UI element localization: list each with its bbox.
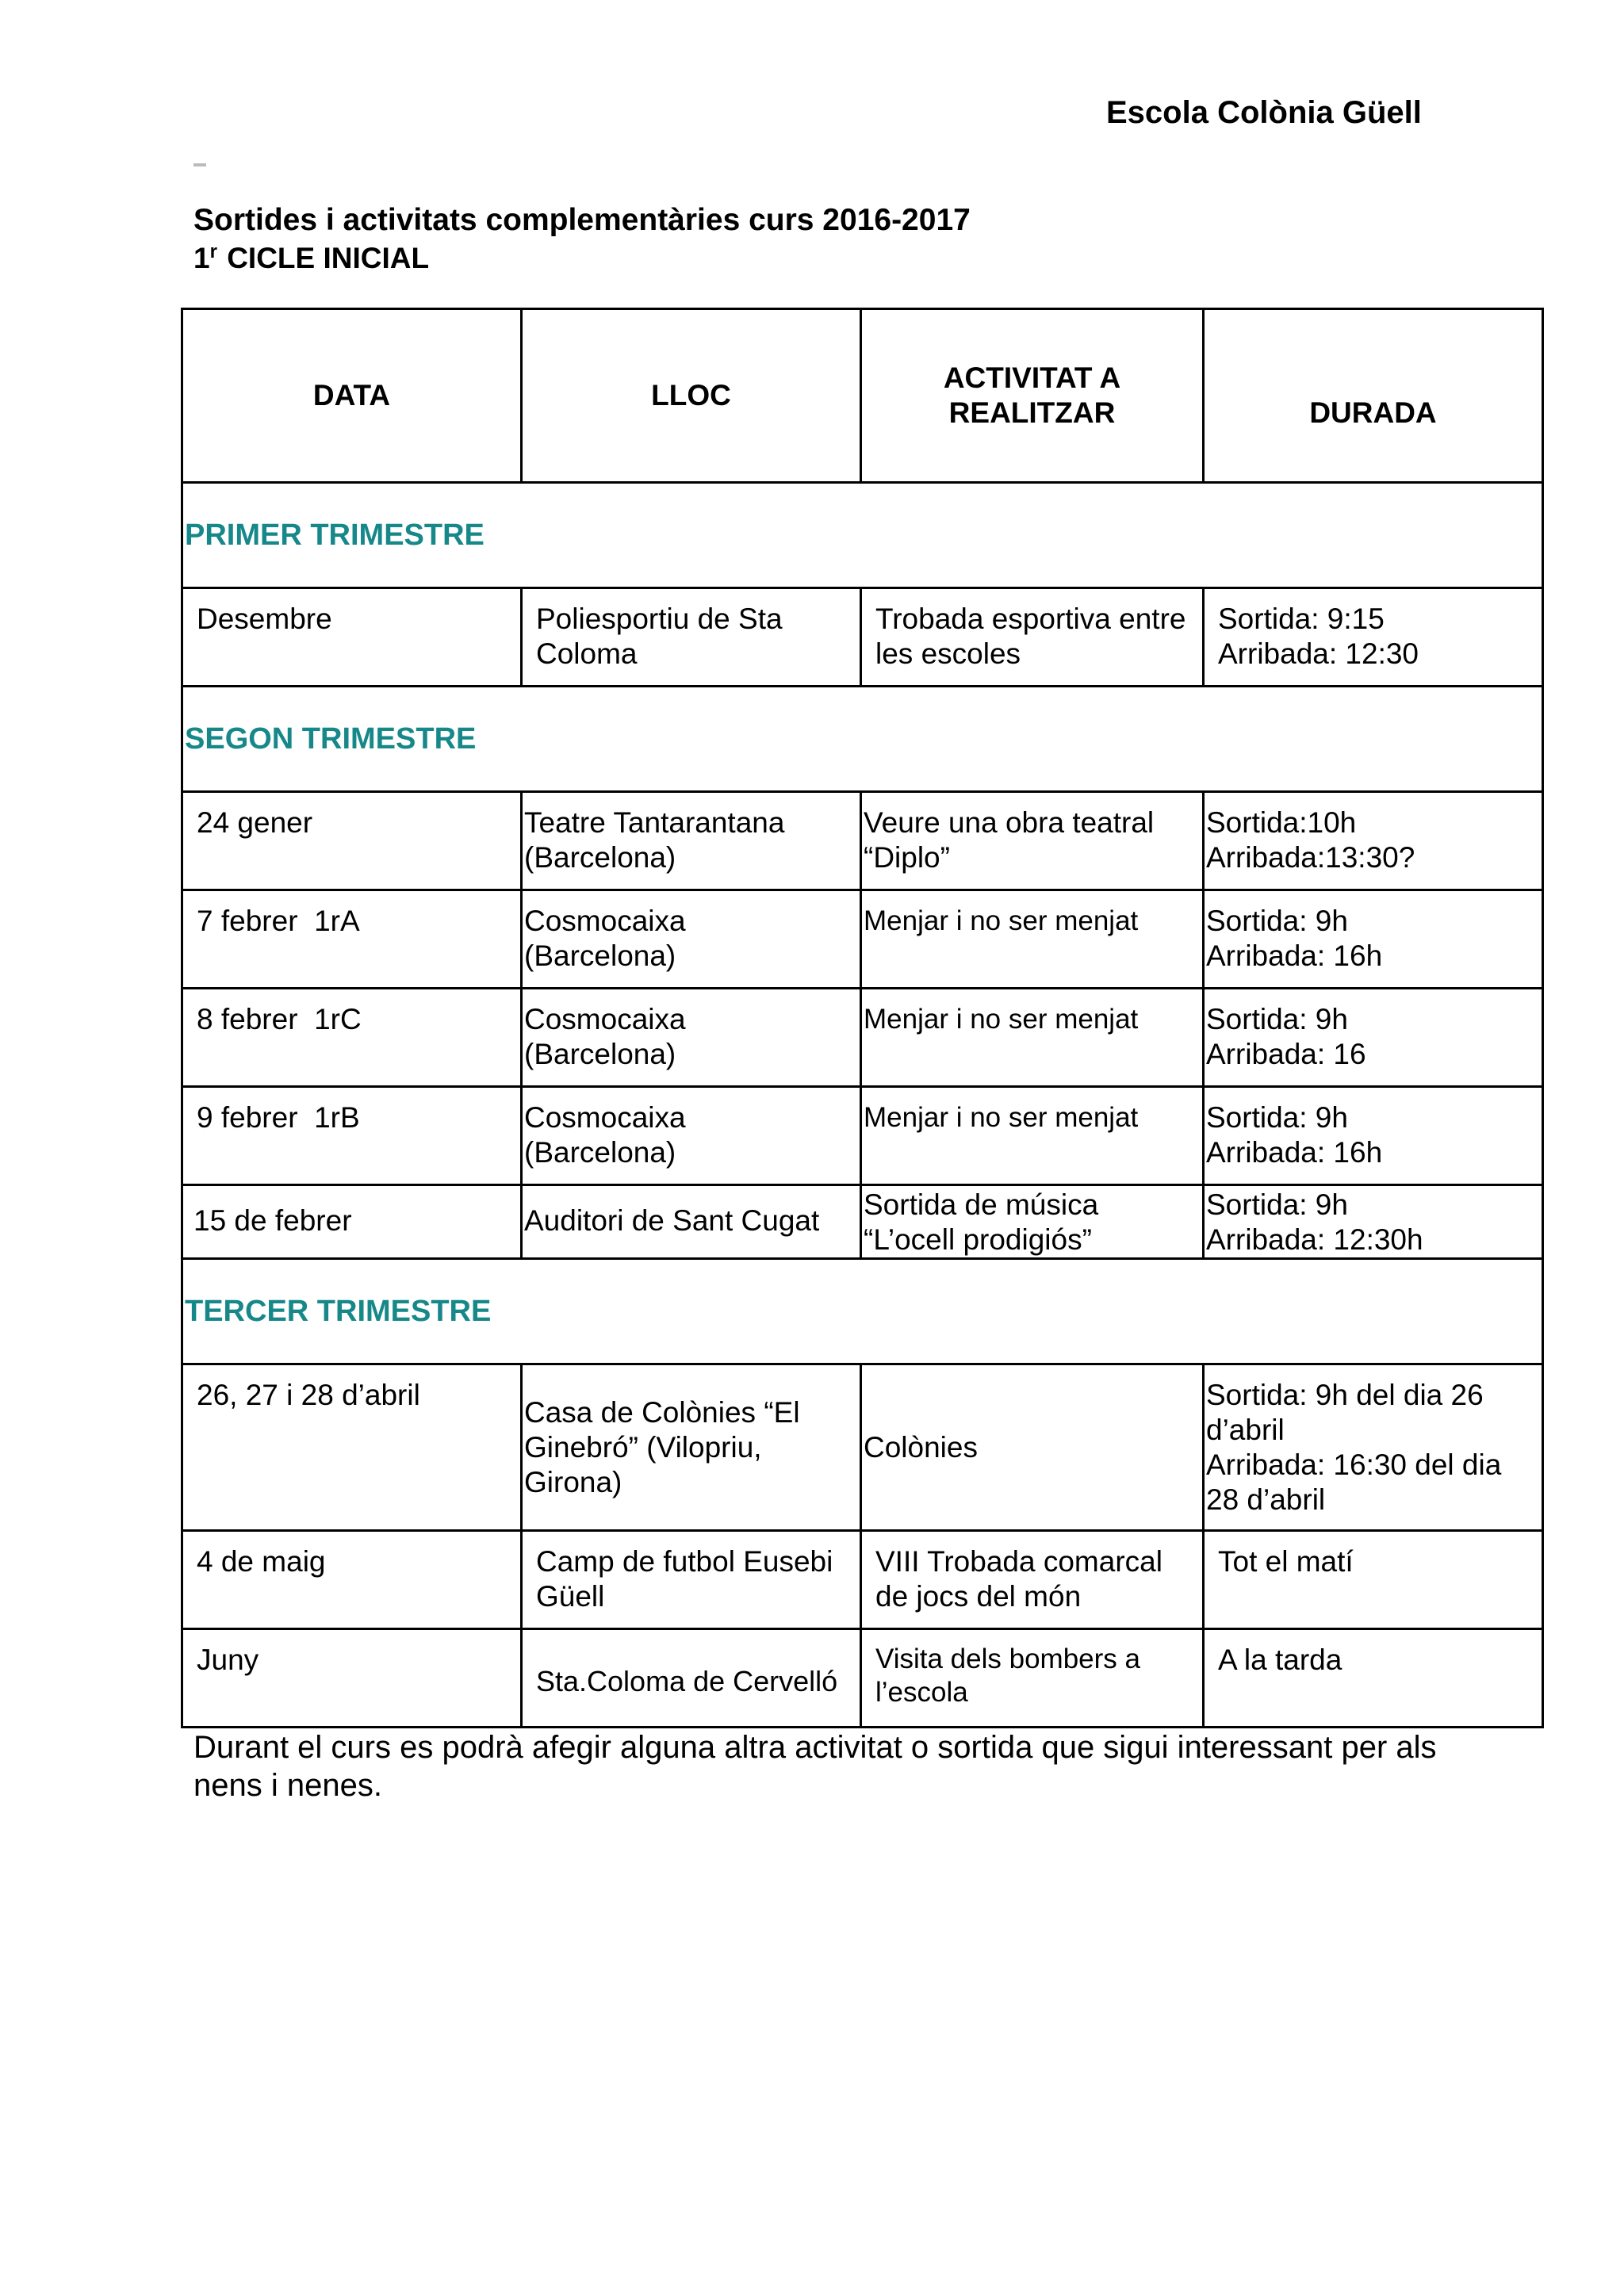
cell-text: 26, 27 i 28 d’abril [197, 1379, 420, 1411]
column-header-lloc: LLOC [522, 309, 861, 483]
cell-durada [1204, 792, 1543, 890]
cell-text: VIII Trobada comarcal de jocs del món [875, 1545, 1162, 1613]
durada-line: Sortida: 9h [1206, 905, 1348, 937]
cell-data [182, 1364, 522, 1531]
cell-text: Tot el matí [1218, 1545, 1354, 1578]
section-row [182, 1259, 1543, 1364]
cell-durada [1204, 1185, 1543, 1259]
lloc-line: Cosmocaixa [524, 905, 686, 937]
cell-lloc [522, 1185, 861, 1259]
cell-durada [1204, 588, 1543, 687]
subtitle-ordinal: 1 [193, 242, 210, 274]
cell-text [1206, 989, 1542, 1072]
durada-line: Arribada: 16 [1206, 1038, 1366, 1070]
subtitle-rest: CICLE INICIAL [218, 242, 430, 274]
durada-line: Arribada: 16:30 del dia 28 d’abril [1206, 1448, 1502, 1516]
cell-text: 8 febrer 1rC [197, 1003, 362, 1035]
document-title: Sortides i activitats complementàries curs 2016-2017 [193, 203, 971, 237]
cell-text [1206, 891, 1542, 974]
cell-text [864, 1186, 1202, 1257]
durada-line: Sortida:10h [1206, 806, 1357, 839]
lloc-line: Cosmocaixa [524, 1003, 686, 1035]
cell-lloc [522, 890, 861, 989]
table-row [182, 1629, 1543, 1728]
section-cell [182, 1259, 1543, 1364]
table-row [182, 989, 1543, 1087]
cell-durada [1204, 890, 1543, 989]
cell-text: Menjar i no ser menjat [864, 1102, 1139, 1133]
section-label: TERCER TRIMESTRE [185, 1295, 492, 1328]
cell-lloc [522, 989, 861, 1087]
cell-data [182, 792, 522, 890]
cell-text: A la tarda [1218, 1644, 1342, 1676]
lloc-line: (Barcelona) [524, 841, 676, 874]
cell-text: Colònies [864, 1430, 978, 1464]
cell-activitat [861, 1087, 1204, 1185]
cell-activitat [861, 792, 1204, 890]
cell-lloc [522, 1531, 861, 1629]
lloc-line: (Barcelona) [524, 1136, 676, 1169]
cell-data [182, 588, 522, 687]
cell-text: Juny [197, 1644, 259, 1676]
cell-lloc [522, 1364, 861, 1531]
schedule-table [181, 308, 1544, 1728]
cell-text [1206, 1365, 1542, 1517]
section-label: SEGON TRIMESTRE [185, 722, 477, 756]
cell-lloc [522, 1629, 861, 1728]
cell-durada [1204, 1629, 1543, 1728]
cell-activitat [861, 1531, 1204, 1629]
cell-text [1218, 589, 1542, 672]
cell-data [182, 1531, 522, 1629]
cell-data [182, 1087, 522, 1185]
durada-line: Arribada:13:30? [1206, 841, 1415, 874]
document-subtitle [193, 241, 429, 275]
cell-durada [1204, 1364, 1543, 1531]
activitat-line: Veure una obra teatral [864, 806, 1155, 839]
table-row [182, 588, 1543, 687]
cell-text: 4 de maig [197, 1545, 326, 1578]
footer-note: Durant el curs es podrà afegir alguna altra activitat o sortida que sigui interessant per als nens i nenes. [193, 1730, 1437, 1803]
cell-text [524, 989, 860, 1072]
cell-text [864, 793, 1202, 875]
table-row [182, 1185, 1543, 1259]
lloc-line: (Barcelona) [524, 939, 676, 972]
section-row [182, 483, 1543, 588]
cell-activitat [861, 588, 1204, 687]
cell-text: Desembre [197, 603, 332, 635]
durada-line: Sortida: 9h [1206, 1003, 1348, 1035]
cell-text: Camp de futbol Eusebi Güell [536, 1545, 833, 1613]
subtitle-superscript: r [209, 241, 217, 262]
cell-text [524, 891, 860, 974]
cell-text [1206, 1186, 1542, 1257]
table-row [182, 1364, 1543, 1531]
cell-text: Casa de Colònies “El Ginebró” (Vilopriu, Girona) [524, 1395, 800, 1498]
cell-text: 15 de febrer [193, 1204, 352, 1237]
cell-text [524, 1088, 860, 1170]
cell-text: Menjar i no ser menjat [864, 905, 1139, 936]
cell-text: Trobada esportiva entre les escoles [875, 603, 1186, 670]
activitat-line: “L’ocell prodigiós” [864, 1223, 1092, 1256]
durada-line: Sortida: 9h del dia 26 d’abril [1206, 1379, 1484, 1446]
lloc-line: Cosmocaixa [524, 1101, 686, 1134]
cell-lloc [522, 1087, 861, 1185]
durada-line: Sortida: 9:15 [1218, 603, 1385, 635]
cell-activitat [861, 1364, 1204, 1531]
cell-durada [1204, 1531, 1543, 1629]
table-header-row [182, 309, 1543, 483]
cell-activitat [861, 890, 1204, 989]
durada-line: Arribada: 12:30 [1218, 637, 1419, 670]
activitat-line: “Diplo” [864, 841, 950, 874]
cell-text [524, 793, 860, 875]
lloc-line: Teatre Tantarantana [524, 806, 785, 839]
durada-line: Arribada: 16h [1206, 1136, 1383, 1169]
table-row [182, 890, 1543, 989]
cell-text: 7 febrer 1rA [197, 905, 360, 937]
cell-activitat [861, 1185, 1204, 1259]
cell-lloc [522, 588, 861, 687]
cell-text: Auditori de Sant Cugat [524, 1204, 820, 1237]
cell-text: Menjar i no ser menjat [864, 1004, 1139, 1035]
activitat-line: Sortida de música [864, 1188, 1099, 1221]
cell-data [182, 1629, 522, 1728]
cell-text: Visita dels bombers a l’escola [875, 1644, 1140, 1708]
lloc-line: (Barcelona) [524, 1038, 676, 1070]
cell-text: Sta.Coloma de Cervelló [536, 1664, 838, 1697]
cell-text: Poliesportiu de Sta Coloma [536, 603, 783, 670]
durada-line: Sortida: 9h [1206, 1188, 1348, 1221]
cell-activitat [861, 989, 1204, 1087]
school-name: Escola Colònia Güell [1106, 95, 1422, 130]
section-row [182, 687, 1543, 792]
cell-durada [1204, 1087, 1543, 1185]
table-row [182, 792, 1543, 890]
cell-activitat [861, 1629, 1204, 1728]
cell-text [1206, 793, 1542, 875]
column-header-durada: DURADA [1204, 309, 1543, 483]
cell-data [182, 1185, 522, 1259]
cell-data [182, 989, 522, 1087]
cell-text [1206, 1088, 1542, 1170]
column-header-data: DATA [182, 309, 522, 483]
cell-lloc [522, 792, 861, 890]
durada-line: Sortida: 9h [1206, 1101, 1348, 1134]
decorative-dash [193, 163, 206, 166]
table-row [182, 1087, 1543, 1185]
section-label: PRIMER TRIMESTRE [185, 519, 485, 552]
cell-text: 24 gener [197, 806, 313, 839]
durada-line: Arribada: 16h [1206, 939, 1383, 972]
cell-durada [1204, 989, 1543, 1087]
section-cell [182, 687, 1543, 792]
table-row [182, 1531, 1543, 1629]
column-header-activitat-text: ACTIVITAT A REALITZAR [943, 362, 1121, 429]
column-header-activitat [861, 309, 1204, 483]
section-cell [182, 483, 1543, 588]
cell-text: 9 febrer 1rB [197, 1101, 360, 1134]
cell-data [182, 890, 522, 989]
durada-line: Arribada: 12:30h [1206, 1223, 1423, 1256]
